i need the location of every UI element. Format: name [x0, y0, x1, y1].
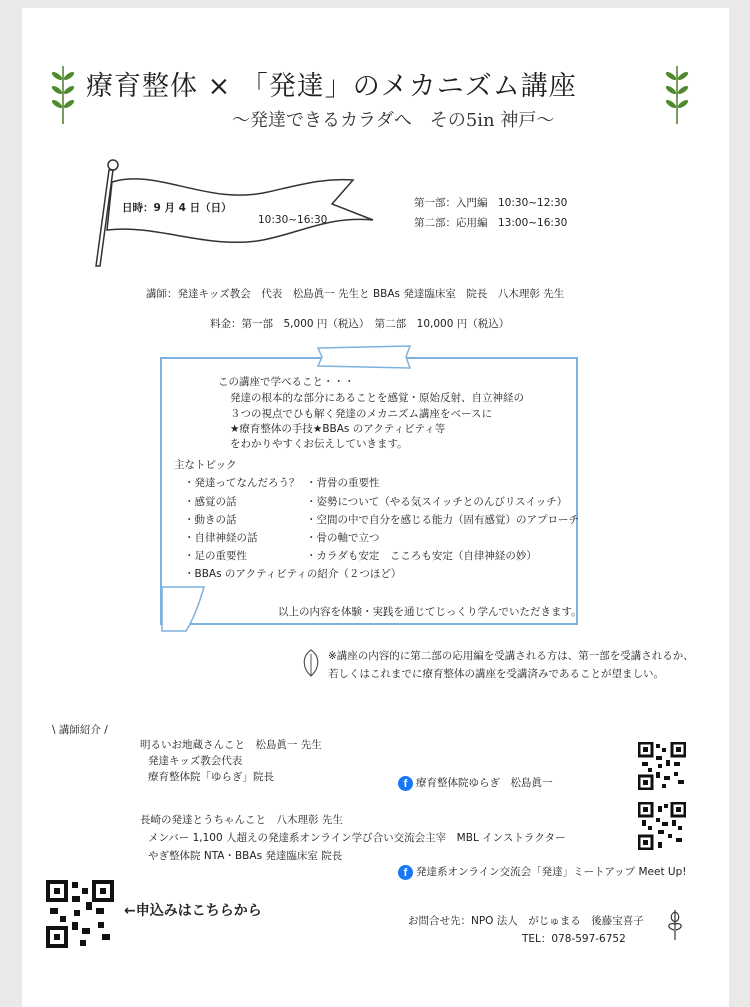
facebook-link-1[interactable]: f 療育整体院ゆらぎ 松島眞一 [398, 775, 553, 791]
topic-item: ・感覚の話 [184, 496, 237, 508]
lecturer-intro-label: \ 講師紹介 / [52, 724, 108, 736]
qr-code-icon[interactable] [638, 742, 686, 790]
lecturer1-detail: 発達キッズ教会代表 [148, 755, 243, 767]
box-intro: この講座で学べること・・・ [218, 376, 355, 388]
qr-code-icon[interactable] [46, 880, 114, 948]
page-subtitle: ～発達できるカラダへ その5in 神戸～ [232, 110, 555, 131]
facebook-icon: f [398, 776, 413, 791]
topics-title: 主なトピック [174, 459, 237, 471]
session-two: 第二部：応用編 13:00~16:30 [414, 217, 568, 229]
fee-line: 料金：第一部 5,000 円（税込） 第二部 10,000 円（税込） [210, 318, 510, 330]
leaf-sprig-icon [48, 62, 78, 126]
topic-item: ・足の重要性 [184, 550, 247, 562]
facebook-icon: f [398, 865, 413, 880]
note-line: 若しくはこれまでに療育整体の講座を受講済みであることが望ましい。 [328, 668, 664, 680]
note-line: ※講座の内容的に第二部の応用編を受講される方は、第一部を受講されるか、 [328, 650, 694, 662]
lecturer1-name: 明るいお地蔵さんこと 松島眞一 先生 [140, 739, 322, 751]
event-date: 日時：9 月 4 日（日） [122, 202, 232, 214]
box-closing: 以上の内容を体験・実践を通じてじっくり学んでいただきます。 [278, 606, 582, 618]
page-title: 療育整体 × 「発達」のメカニズム講座 [86, 71, 577, 102]
topic-item: ・カラダも安定 こころも安定（自律神経の妙） [306, 550, 537, 562]
box-desc-line: ３つの視点でひも解く発達のメカニズム講座をベースに [230, 408, 492, 420]
leaf-sprig-icon [662, 62, 692, 126]
leaf-sprig-icon [664, 906, 686, 942]
topic-item: ・空間の中で自分を感じる能力（固有感覚）のアプローチ [306, 514, 579, 526]
tape-icon [314, 344, 414, 370]
topic-item: ・BBAs のアクティビティの紹介（２つほど） [184, 568, 402, 580]
contact-info: お問合せ先：NPO 法人 がじゅまる 後藤宝喜子 [408, 915, 644, 927]
topic-item: ・背骨の重要性 [306, 477, 380, 489]
lecturer2-detail: メンバー 1,100 人超えの発達系オンライン学び合い交流会主宰 MBL インストラクター [148, 832, 566, 844]
facebook-link-2[interactable]: f 発達系オンライン交流会「発達」ミートアップ Meet Up! [398, 864, 686, 880]
topic-item: ・発達ってなんだろう？ [184, 477, 300, 489]
topic-item: ・動きの話 [184, 514, 237, 526]
page-curl-icon [160, 585, 208, 635]
apply-link[interactable]: ←申込みはこちらから [124, 903, 262, 919]
topic-item: ・自律神経の話 [184, 532, 258, 544]
box-desc-line: をわかりやすくお伝えしていきます。 [230, 438, 408, 450]
lecturers-line: 講師：発達キッズ教会 代表 松島眞一 先生と BBAs 発達臨床室 院長 八木理彰 先生 [146, 288, 565, 300]
lecturer2-name: 長崎の発達とうちゃんこと 八木理彰 先生 [140, 814, 343, 826]
lecturer1-detail: 療育整体院「ゆらぎ」院長 [148, 771, 274, 783]
lecturer2-detail: やぎ整体院 NTA・BBAs 発達臨床室 院長 [148, 850, 343, 862]
topic-item: ・骨の軸で立つ [306, 532, 380, 544]
contact-tel: TEL：078-597-6752 [522, 933, 626, 945]
topic-item: ・姿勢について（やる気スイッチとのんびリスイッチ） [306, 496, 568, 508]
box-desc-line: ★療育整体の手技★BBAs のアクティビティ等 [230, 423, 446, 435]
leaf-icon [300, 648, 322, 678]
event-time: 10:30~16:30 [258, 214, 328, 226]
qr-code-icon[interactable] [638, 802, 686, 850]
session-one: 第一部：入門編 10:30~12:30 [414, 197, 568, 209]
box-desc-line: 発達の根本的な部分にあることを感覚・原始反射、自立神経の [230, 392, 524, 404]
